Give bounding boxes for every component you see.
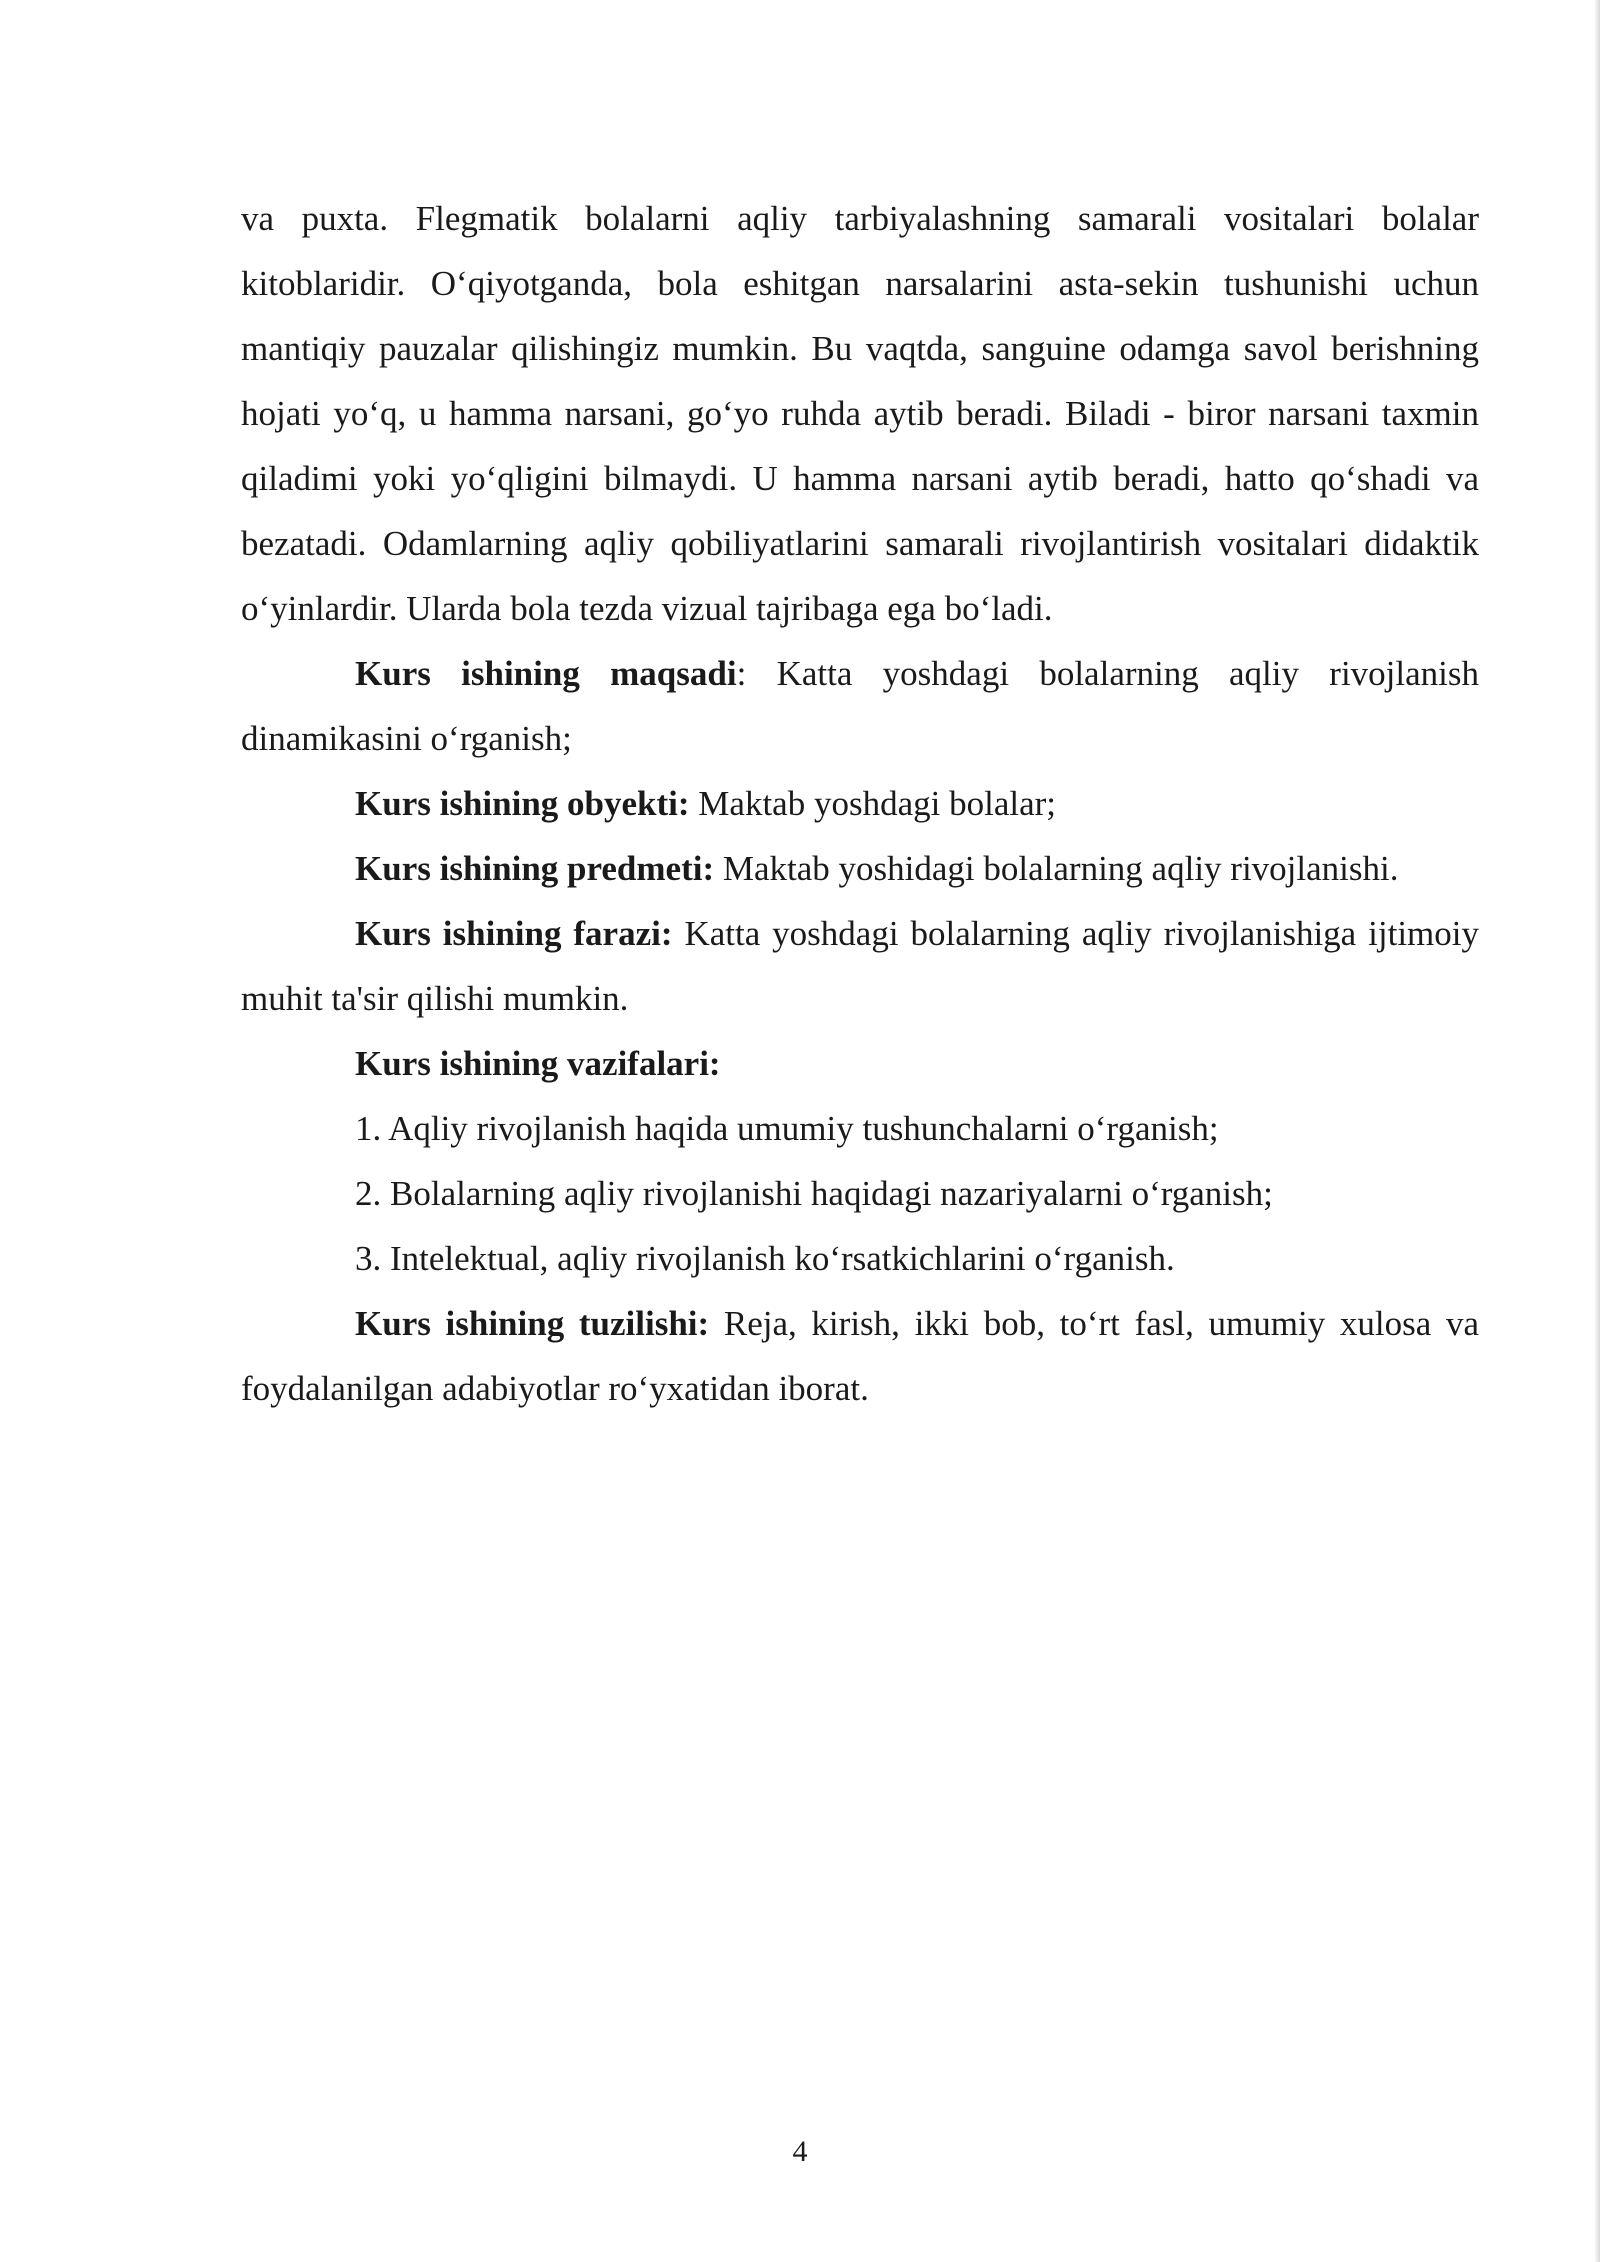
- goal-text: : Katta yoshdagi bolalarning aqliy rivojlanish dinamikasini o‘rganish;: [241, 654, 1480, 758]
- hypothesis-text: Katta yoshdagi bolalarning aqliy rivojlanishiga ijtimoiy muhit ta'sir qilishi mumkin.: [241, 914, 1479, 1018]
- object-paragraph: [241, 771, 1479, 836]
- object-text: Maktab yoshdagi bolalar;: [689, 784, 1056, 823]
- subject-label: Kurs ishining predmeti:: [355, 849, 715, 888]
- intro-paragraph: va puxta. Flegmatik bolalarni aqliy tarbiyalashning samarali vositalari bolalar kitoblaridir. O‘qiyotganda, bola eshitgan narsalarini asta-sekin tushunishi uchun mantiqiy pauzalar qilishingiz mumkin. Bu vaqtda, sanguine odamga savol berishning hojati yo‘q, u hamma narsani, go‘yo ruhda aytib beradi. Biladi - biror narsani taxmin qiladimi yoki yo‘qligini bilmaydi. U hamma narsani aytib beradi, hatto qo‘shadi va bezatadi. Odamlarning aqliy qobiliyatlarini samarali rivojlantirish vositalari didaktik o‘yinlardir. Ularda bola tezda vizual tajribaga ega bo‘ladi.: [241, 199, 1479, 628]
- structure-text: Reja, kirish, ikki bob, to‘rt fasl, umumiy xulosa va foydalanilgan adabiyotlar ro‘yxatidan iborat.: [241, 1304, 1479, 1408]
- page-number: 4: [792, 2135, 808, 2168]
- tasks-label: Kurs ishining vazifalari:: [355, 1044, 721, 1083]
- subject-paragraph: [241, 836, 1479, 901]
- task-item-3: 3. Intelektual, aqliy rivojlanish ko‘rsatkichlarini o‘rganish.: [355, 1239, 1175, 1278]
- subject-text: Maktab yoshidagi bolalarning aqliy rivojlanishi.: [714, 849, 1399, 888]
- task-item-1: 1. Aqliy rivojlanish haqida umumiy tushunchalarni o‘rganish;: [355, 1109, 1219, 1148]
- goal-label: Kurs ishining maqsadi: [355, 654, 737, 693]
- structure-paragraph: [241, 1291, 1479, 1421]
- task-item-2: 2. Bolalarning aqliy rivojlanishi haqidagi nazariyalarni o‘rganish;: [355, 1174, 1273, 1213]
- object-label: Kurs ishining obyekti:: [355, 784, 690, 823]
- hypothesis-paragraph: [241, 901, 1479, 1031]
- goal-paragraph: [241, 641, 1479, 771]
- hypothesis-label: Kurs ishining farazi:: [355, 914, 673, 953]
- tasks-heading: [241, 1031, 1479, 1096]
- structure-label: Kurs ishining tuzilishi:: [355, 1304, 710, 1343]
- body-text: [241, 186, 1479, 1421]
- page-edge-shadow: [1594, 0, 1600, 2262]
